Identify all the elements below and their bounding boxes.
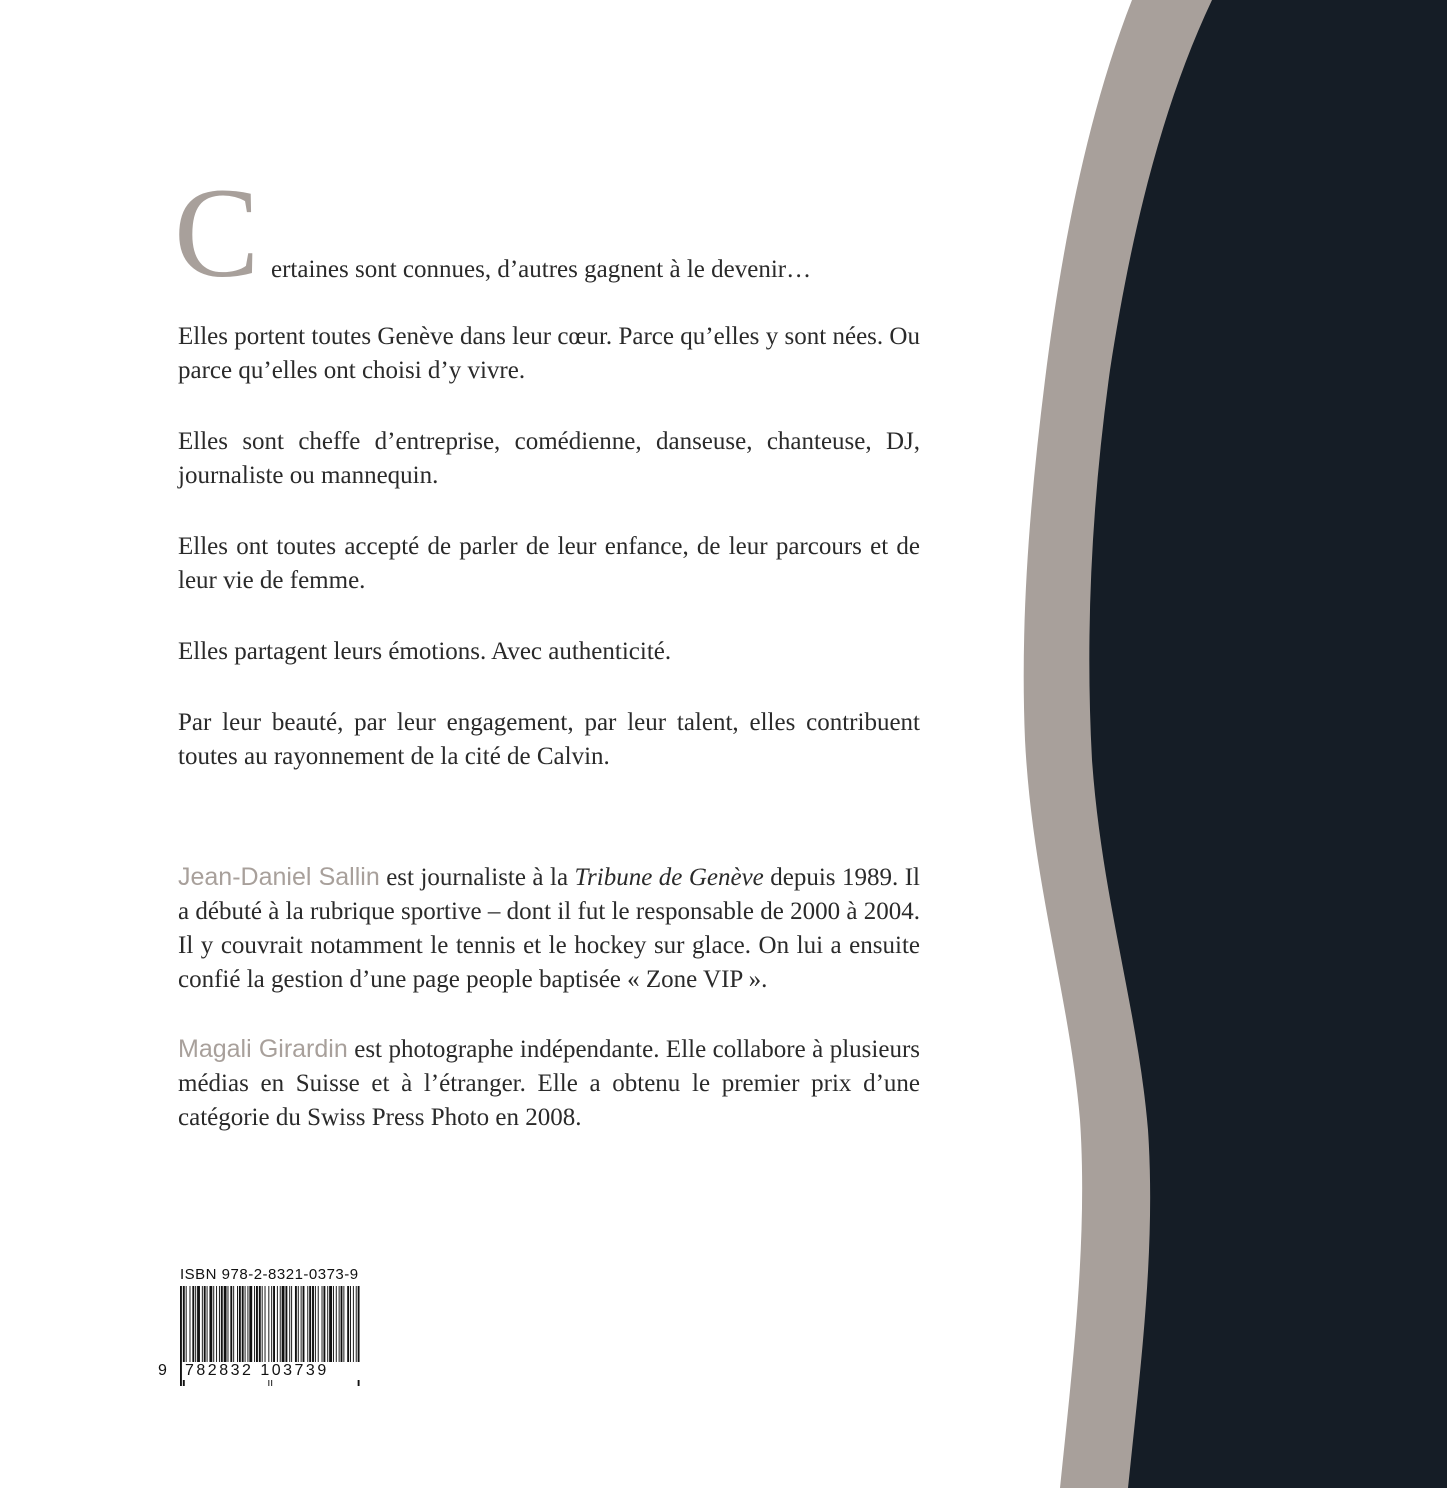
photographer-bio (178, 1032, 920, 1135)
barcode-bar (237, 1286, 238, 1370)
barcode-bar (273, 1286, 275, 1370)
barcode-bar (329, 1286, 332, 1370)
barcode-bar (282, 1286, 285, 1370)
barcode-bar (307, 1286, 308, 1370)
barcode-bar (298, 1286, 299, 1370)
barcode-bar (301, 1286, 302, 1370)
barcode-bar (347, 1286, 349, 1370)
barcode-bar (336, 1286, 337, 1370)
barcode-bar (207, 1286, 208, 1370)
barcode-bar (204, 1286, 206, 1370)
barcode-bar (312, 1286, 314, 1370)
barcode-bar (247, 1286, 248, 1370)
barcode-bar (262, 1286, 263, 1370)
barcode-bar (221, 1286, 223, 1370)
barcode-bar (230, 1286, 232, 1370)
barcode-bar (303, 1286, 305, 1370)
barcode-bar (239, 1286, 241, 1370)
barcode-bar (322, 1286, 323, 1370)
barcode-bar (186, 1286, 187, 1370)
barcode-digits: 782832 103739 (182, 1362, 363, 1380)
barcode-bar (216, 1286, 217, 1370)
newspaper-title: Tribune de Genève (574, 864, 764, 891)
paragraph-1: Elles portent toutes Genève dans leur cœur. Parce qu’elles y sont nées. Ou parce qu’elles ont choisi d’y vivre. (178, 323, 920, 384)
barcode-bar (224, 1286, 227, 1370)
paragraph-4: Elles partagent leurs émotions. Avec authenticité. (178, 638, 672, 665)
barcode-bar (353, 1286, 354, 1370)
barcode-bar (327, 1286, 328, 1370)
barcode-bar (249, 1286, 252, 1370)
barcode-bar (259, 1286, 261, 1370)
barcode-bar (228, 1286, 229, 1370)
barcode-bar (309, 1286, 311, 1370)
barcode-first-digit: 9 (158, 1362, 167, 1379)
barcode-bar (195, 1286, 196, 1370)
barcode-bar (209, 1286, 212, 1370)
barcode-bar (280, 1286, 281, 1370)
barcode-bar (233, 1286, 234, 1370)
barcode-bar (350, 1286, 351, 1370)
barcode-bar (190, 1286, 191, 1370)
barcode-bar (323, 1286, 325, 1370)
barcode-bar (291, 1286, 292, 1370)
paragraph-5: Par leur beauté, par leur engagement, par leur talent, elles contribuent toutes au rayonnement de la cité de Calvin. (178, 709, 920, 770)
barcode-bar (245, 1286, 246, 1370)
isbn-label: ISBN 978-2-8321-0373-9 (180, 1266, 359, 1283)
barcode-bar (356, 1286, 357, 1370)
author-bio (178, 860, 920, 997)
photographer-name: Magali Girardin (178, 1035, 348, 1063)
barcode-bar (219, 1286, 220, 1370)
paragraph-3: Elles ont toutes accepté de parler de leur enfance, de leur parcours et de leur vie de femme. (178, 533, 920, 594)
barcode-bar (256, 1286, 258, 1370)
barcode-bar (295, 1286, 297, 1370)
barcode-bar (213, 1286, 214, 1370)
drop-cap: C (174, 162, 260, 304)
barcode-bar (333, 1286, 334, 1370)
barcode-bar (277, 1286, 278, 1370)
barcode-bar (289, 1286, 290, 1370)
photographer-bio-text: est photographe indépendante. Elle collabore à plusieurs médias en Suisse et à l’étranger. Elle a obtenu le premier prix d’une catégorie du Swiss Press Photo en 2008. (178, 1036, 920, 1131)
intro-line (174, 162, 920, 304)
barcode-bar (285, 1286, 287, 1370)
barcode-bar (265, 1286, 266, 1370)
barcode-bar (343, 1286, 344, 1370)
barcode-bar (192, 1286, 194, 1370)
isbn-barcode-block (158, 1266, 370, 1386)
barcode-bar (202, 1286, 203, 1370)
author-bio-text-after: depuis 1989. Il a débuté à la rubrique sportive – dont il fut le responsable de 2000 à 2004. Il y couvrait notamment le tennis et le hockey sur glace. On lui a ensuite confié la gestion d’une page people baptisée « Zone VIP ». (178, 864, 920, 993)
barcode-bar (315, 1286, 316, 1370)
barcode-bar (197, 1286, 200, 1370)
author-name: Jean-Daniel Sallin (178, 863, 380, 891)
intro-text: ertaines sont connues, d’autres gagnent à le devenir… (271, 256, 812, 283)
barcode-bar (318, 1286, 319, 1370)
paragraph-2: Elles sont cheffe d’entreprise, comédienne, danseuse, chanteuse, DJ, journaliste ou mannequin. (178, 428, 920, 489)
barcode-bar (341, 1286, 343, 1370)
author-bio-text-before: est journaliste à la (379, 864, 575, 891)
barcode-bar (254, 1286, 255, 1370)
barcode-bar (339, 1286, 340, 1370)
barcode-bar (242, 1286, 244, 1370)
back-cover-text (174, 162, 920, 1135)
